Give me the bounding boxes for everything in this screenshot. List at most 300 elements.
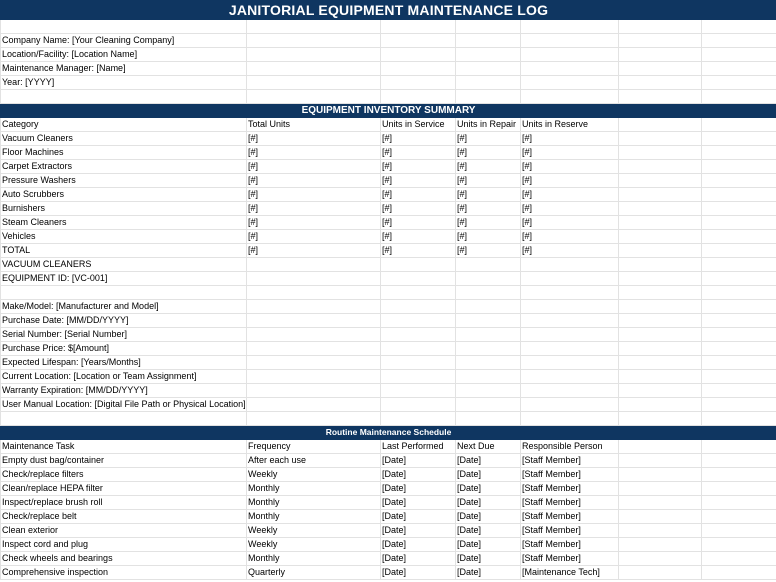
inventory-cell[interactable]: [#] [456,160,521,174]
empty-cell[interactable] [381,272,456,286]
inventory-cell[interactable]: [#] [381,188,456,202]
empty-cell[interactable] [619,314,702,328]
schedule-cell[interactable]: [Staff Member] [521,552,619,566]
empty-cell[interactable] [619,188,702,202]
empty-cell[interactable] [619,300,702,314]
empty-cell[interactable] [702,454,776,468]
empty-cell[interactable] [619,48,702,62]
schedule-cell[interactable]: Monthly [247,510,381,524]
schedule-cell[interactable]: Inspect/replace brush roll [1,496,247,510]
inventory-cell[interactable]: [#] [456,146,521,160]
blank-row [1,90,776,104]
inventory-cell[interactable]: [#] [381,230,456,244]
inventory-cell[interactable]: [#] [456,174,521,188]
equipment-detail-row [1,356,776,370]
empty-cell[interactable] [619,398,702,412]
empty-cell[interactable] [247,370,381,384]
empty-cell[interactable] [702,34,776,48]
inventory-cell[interactable]: [#] [521,216,619,230]
empty-cell[interactable] [702,552,776,566]
empty-cell[interactable] [381,48,456,62]
empty-cell[interactable] [247,328,381,342]
empty-cell[interactable] [456,370,521,384]
schedule-row [1,552,776,566]
empty-cell[interactable] [619,174,702,188]
empty-cell[interactable] [619,90,702,104]
schedule-cell[interactable]: [Date] [456,454,521,468]
empty-cell[interactable] [381,412,456,426]
empty-cell[interactable] [619,412,702,426]
empty-cell[interactable] [702,132,776,146]
inventory-cell[interactable]: [#] [456,230,521,244]
empty-cell[interactable] [702,230,776,244]
sheet-title-row [1,1,776,20]
empty-cell[interactable] [456,62,521,76]
empty-cell[interactable] [456,258,521,272]
empty-cell[interactable] [619,258,702,272]
empty-cell[interactable] [521,62,619,76]
equipment-id-row [1,272,776,286]
inventory-cell[interactable]: [#] [521,146,619,160]
empty-cell[interactable] [247,342,381,356]
empty-cell[interactable] [381,300,456,314]
inventory-row [1,174,776,188]
empty-cell[interactable] [247,20,381,34]
section-label-row [1,258,776,272]
schedule-row [1,538,776,552]
empty-cell[interactable] [247,34,381,48]
inventory-cell[interactable]: [#] [521,202,619,216]
inventory-cell[interactable]: [#] [381,244,456,258]
inventory-cell[interactable]: Vehicles [1,230,247,244]
equipment-detail-row [1,370,776,384]
column-header[interactable]: Next Due [456,440,521,454]
empty-cell[interactable] [702,188,776,202]
empty-cell[interactable] [619,244,702,258]
equipment-detail[interactable]: Serial Number: [Serial Number] [1,328,247,342]
column-header[interactable]: Responsible Person [521,440,619,454]
empty-cell[interactable] [702,62,776,76]
empty-cell[interactable] [247,62,381,76]
empty-cell[interactable] [247,356,381,370]
schedule-cell[interactable]: Check/replace filters [1,468,247,482]
column-header[interactable]: Category [1,118,247,132]
schedule-header-row [1,440,776,454]
schedule-cell[interactable]: [Staff Member] [521,538,619,552]
empty-cell[interactable] [521,356,619,370]
inventory-cell[interactable]: [#] [456,244,521,258]
empty-cell[interactable] [1,90,247,104]
empty-cell[interactable] [619,272,702,286]
inventory-cell[interactable]: [#] [247,216,381,230]
schedule-row [1,510,776,524]
empty-cell[interactable] [247,286,381,300]
inventory-cell[interactable]: [#] [456,188,521,202]
inventory-cell[interactable]: [#] [521,244,619,258]
schedule-cell[interactable]: Monthly [247,552,381,566]
empty-cell[interactable] [456,342,521,356]
empty-cell[interactable] [456,356,521,370]
empty-cell[interactable] [702,328,776,342]
schedule-cell[interactable]: [Date] [381,454,456,468]
info-cell[interactable]: Company Name: [Your Cleaning Company] [1,34,247,48]
empty-cell[interactable] [702,468,776,482]
schedule-cell[interactable]: Empty dust bag/container [1,454,247,468]
empty-cell[interactable] [521,34,619,48]
empty-cell[interactable] [702,258,776,272]
empty-cell[interactable] [456,76,521,90]
empty-cell[interactable] [619,76,702,90]
empty-cell[interactable] [619,552,702,566]
empty-cell[interactable] [619,524,702,538]
column-header[interactable]: Total Units [247,118,381,132]
empty-cell[interactable] [619,440,702,454]
schedule-cell[interactable]: [Date] [456,510,521,524]
empty-cell[interactable] [456,20,521,34]
empty-cell[interactable] [702,20,776,34]
inventory-cell[interactable]: [#] [247,188,381,202]
empty-cell[interactable] [381,286,456,300]
inventory-cell[interactable]: Steam Cleaners [1,216,247,230]
empty-cell[interactable] [456,300,521,314]
empty-cell[interactable] [381,328,456,342]
inventory-heading: EQUIPMENT INVENTORY SUMMARY [1,104,776,118]
empty-cell[interactable] [521,314,619,328]
empty-cell[interactable] [619,538,702,552]
empty-cell[interactable] [521,90,619,104]
empty-cell[interactable] [619,468,702,482]
info-cell[interactable]: Maintenance Manager: [Name] [1,62,247,76]
schedule-cell[interactable]: [Date] [381,482,456,496]
inventory-cell[interactable]: [#] [381,202,456,216]
schedule-cell[interactable]: Weekly [247,468,381,482]
empty-cell[interactable] [702,496,776,510]
empty-cell[interactable] [381,398,456,412]
schedule-cell[interactable]: [Date] [456,538,521,552]
empty-cell[interactable] [521,286,619,300]
schedule-cell[interactable]: Quarterly [247,566,381,580]
empty-cell[interactable] [702,118,776,132]
schedule-cell[interactable]: Weekly [247,524,381,538]
empty-cell[interactable] [619,566,702,580]
column-header[interactable]: Last Performed [381,440,456,454]
empty-cell[interactable] [619,328,702,342]
empty-cell[interactable] [702,524,776,538]
equipment-detail[interactable]: Purchase Price: $[Amount] [1,342,247,356]
info-cell-row [1,76,776,90]
schedule-row [1,468,776,482]
empty-cell[interactable] [619,286,702,300]
schedule-cell[interactable]: Monthly [247,496,381,510]
empty-cell[interactable] [521,258,619,272]
empty-cell[interactable] [456,384,521,398]
empty-cell[interactable] [381,20,456,34]
inventory-cell[interactable]: [#] [247,174,381,188]
empty-cell[interactable] [702,300,776,314]
schedule-cell[interactable]: After each use [247,454,381,468]
inventory-header-row [1,118,776,132]
column-header[interactable]: Units in Reserve [521,118,619,132]
empty-cell[interactable] [702,202,776,216]
empty-cell[interactable] [247,76,381,90]
empty-cell[interactable] [521,398,619,412]
schedule-cell[interactable]: [Staff Member] [521,454,619,468]
inventory-cell[interactable]: [#] [456,202,521,216]
inventory-cell[interactable]: [#] [456,132,521,146]
empty-cell[interactable] [1,20,247,34]
equipment-detail[interactable]: User Manual Location: [Digital File Path or Physical Location] [1,398,247,412]
equipment-detail-row [1,384,776,398]
inventory-cell[interactable]: [#] [521,160,619,174]
inventory-cell[interactable]: [#] [456,216,521,230]
empty-cell[interactable] [702,216,776,230]
schedule-heading: Routine Maintenance Schedule [1,426,776,440]
schedule-cell[interactable]: [Staff Member] [521,482,619,496]
schedule-cell[interactable]: [Date] [381,552,456,566]
schedule-cell[interactable]: Inspect cord and plug [1,538,247,552]
inventory-cell[interactable]: [#] [521,174,619,188]
empty-cell[interactable] [456,90,521,104]
empty-cell[interactable] [381,342,456,356]
empty-cell[interactable] [521,384,619,398]
inventory-cell[interactable]: [#] [247,230,381,244]
empty-cell[interactable] [521,76,619,90]
empty-cell[interactable] [619,482,702,496]
empty-cell[interactable] [702,398,776,412]
empty-cell[interactable] [381,370,456,384]
schedule-cell[interactable]: [Staff Member] [521,510,619,524]
schedule-row [1,524,776,538]
schedule-cell[interactable]: [Date] [456,552,521,566]
schedule-cell[interactable]: [Staff Member] [521,496,619,510]
empty-cell[interactable] [247,272,381,286]
empty-cell[interactable] [619,20,702,34]
inventory-cell[interactable]: [#] [247,132,381,146]
empty-cell[interactable] [456,286,521,300]
schedule-cell[interactable]: [Staff Member] [521,524,619,538]
section-label[interactable]: VACUUM CLEANERS [1,258,247,272]
inventory-row [1,244,776,258]
empty-cell[interactable] [247,300,381,314]
schedule-cell[interactable]: [Date] [456,496,521,510]
inventory-cell[interactable]: [#] [381,174,456,188]
inventory-row [1,202,776,216]
empty-cell[interactable] [702,440,776,454]
empty-cell[interactable] [456,34,521,48]
empty-cell[interactable] [1,412,247,426]
empty-cell[interactable] [456,314,521,328]
empty-cell[interactable] [702,244,776,258]
schedule-cell[interactable]: Clean exterior [1,524,247,538]
empty-cell[interactable] [619,454,702,468]
inventory-cell[interactable]: [#] [381,160,456,174]
empty-cell[interactable] [619,510,702,524]
schedule-cell[interactable]: [Date] [381,566,456,580]
blank-row [1,412,776,426]
info-cell[interactable]: Year: [YYYY] [1,76,247,90]
schedule-cell[interactable]: Weekly [247,538,381,552]
inventory-cell[interactable]: [#] [247,146,381,160]
empty-cell[interactable] [702,90,776,104]
empty-cell[interactable] [702,286,776,300]
inventory-cell[interactable]: [#] [247,202,381,216]
equipment-detail[interactable]: Current Location: [Location or Team Assignment] [1,370,247,384]
inventory-cell[interactable]: [#] [247,244,381,258]
empty-cell[interactable] [619,146,702,160]
empty-cell[interactable] [702,272,776,286]
blank-row [1,286,776,300]
schedule-cell[interactable]: [Date] [381,524,456,538]
empty-cell[interactable] [456,48,521,62]
schedule-cell[interactable]: [Date] [381,496,456,510]
empty-cell[interactable] [381,314,456,328]
empty-cell[interactable] [702,412,776,426]
empty-cell[interactable] [702,370,776,384]
equipment-detail[interactable]: Purchase Date: [MM/DD/YYYY] [1,314,247,328]
column-header[interactable]: Maintenance Task [1,440,247,454]
empty-cell[interactable] [702,510,776,524]
empty-cell[interactable] [381,90,456,104]
schedule-cell[interactable]: Check/replace belt [1,510,247,524]
empty-cell[interactable] [619,118,702,132]
empty-cell[interactable] [381,258,456,272]
schedule-cell[interactable]: [Date] [456,524,521,538]
empty-cell[interactable] [247,90,381,104]
empty-cell[interactable] [619,216,702,230]
equipment-detail[interactable]: Warranty Expiration: [MM/DD/YYYY] [1,384,247,398]
info-cell-row [1,48,776,62]
empty-cell[interactable] [619,34,702,48]
empty-cell[interactable] [702,146,776,160]
inventory-cell[interactable]: [#] [381,132,456,146]
inventory-cell[interactable]: Carpet Extractors [1,160,247,174]
empty-cell[interactable] [702,384,776,398]
empty-cell[interactable] [247,314,381,328]
empty-cell[interactable] [381,384,456,398]
inventory-cell[interactable]: Burnishers [1,202,247,216]
empty-cell[interactable] [381,34,456,48]
empty-cell[interactable] [521,300,619,314]
empty-cell[interactable] [619,62,702,76]
empty-cell[interactable] [456,412,521,426]
inventory-cell[interactable]: [#] [381,146,456,160]
empty-cell[interactable] [1,286,247,300]
schedule-row [1,566,776,580]
schedule-cell[interactable]: [Date] [456,482,521,496]
inventory-cell[interactable]: [#] [521,230,619,244]
empty-cell[interactable] [381,76,456,90]
info-cell-row [1,62,776,76]
empty-cell[interactable] [247,384,381,398]
empty-cell[interactable] [702,482,776,496]
empty-cell[interactable] [456,328,521,342]
empty-cell[interactable] [619,342,702,356]
schedule-row [1,454,776,468]
empty-cell[interactable] [521,20,619,34]
empty-cell[interactable] [619,384,702,398]
schedule-cell[interactable]: Check wheels and bearings [1,552,247,566]
empty-cell[interactable] [247,412,381,426]
schedule-cell[interactable]: [Date] [381,510,456,524]
empty-cell[interactable] [619,160,702,174]
column-header[interactable]: Units in Service [381,118,456,132]
empty-cell[interactable] [619,370,702,384]
equipment-detail[interactable]: Expected Lifespan: [Years/Months] [1,356,247,370]
empty-cell[interactable] [619,356,702,370]
schedule-cell[interactable]: [Maintenance Tech] [521,566,619,580]
schedule-cell[interactable]: [Date] [456,468,521,482]
empty-cell[interactable] [521,342,619,356]
empty-cell[interactable] [521,272,619,286]
equipment-detail[interactable]: Make/Model: [Manufacturer and Model] [1,300,247,314]
empty-cell[interactable] [381,356,456,370]
empty-cell[interactable] [456,398,521,412]
empty-cell[interactable] [702,342,776,356]
inventory-cell[interactable]: Pressure Washers [1,174,247,188]
empty-cell[interactable] [247,258,381,272]
info-cell-row [1,34,776,48]
empty-cell[interactable] [456,272,521,286]
empty-cell[interactable] [521,48,619,62]
inventory-cell[interactable]: Vacuum Cleaners [1,132,247,146]
equipment-id[interactable]: EQUIPMENT ID: [VC-001] [1,272,247,286]
schedule-cell[interactable]: Clean/replace HEPA filter [1,482,247,496]
inventory-cell[interactable]: [#] [247,160,381,174]
info-cell[interactable]: Location/Facility: [Location Name] [1,48,247,62]
inventory-cell[interactable]: [#] [521,132,619,146]
equipment-detail-row [1,300,776,314]
inventory-cell[interactable]: [#] [521,188,619,202]
schedule-cell[interactable]: [Date] [381,538,456,552]
schedule-row [1,496,776,510]
empty-cell[interactable] [702,314,776,328]
empty-cell[interactable] [247,398,381,412]
inventory-cell[interactable]: TOTAL [1,244,247,258]
empty-cell[interactable] [702,174,776,188]
schedule-cell[interactable]: Monthly [247,482,381,496]
schedule-cell[interactable]: Comprehensive inspection [1,566,247,580]
empty-cell[interactable] [619,202,702,216]
equipment-detail-row [1,314,776,328]
schedule-cell[interactable]: [Date] [456,566,521,580]
empty-cell[interactable] [247,48,381,62]
inventory-cell[interactable]: Auto Scrubbers [1,188,247,202]
equipment-detail-row [1,342,776,356]
empty-cell[interactable] [521,412,619,426]
empty-cell[interactable] [702,160,776,174]
empty-cell[interactable] [619,496,702,510]
column-header[interactable]: Frequency [247,440,381,454]
empty-cell[interactable] [702,356,776,370]
schedule-cell[interactable]: [Date] [381,468,456,482]
empty-cell[interactable] [619,230,702,244]
inventory-cell[interactable]: [#] [381,216,456,230]
schedule-cell[interactable]: [Staff Member] [521,468,619,482]
inventory-heading-row [1,104,776,118]
empty-cell[interactable] [381,62,456,76]
empty-cell[interactable] [521,328,619,342]
inventory-cell[interactable]: Floor Machines [1,146,247,160]
equipment-detail-row [1,328,776,342]
empty-cell[interactable] [702,538,776,552]
empty-cell[interactable] [702,48,776,62]
column-header[interactable]: Units in Repair [456,118,521,132]
equipment-detail-row [1,398,776,412]
empty-cell[interactable] [702,566,776,580]
empty-cell[interactable] [702,76,776,90]
empty-cell[interactable] [521,370,619,384]
empty-cell[interactable] [619,132,702,146]
